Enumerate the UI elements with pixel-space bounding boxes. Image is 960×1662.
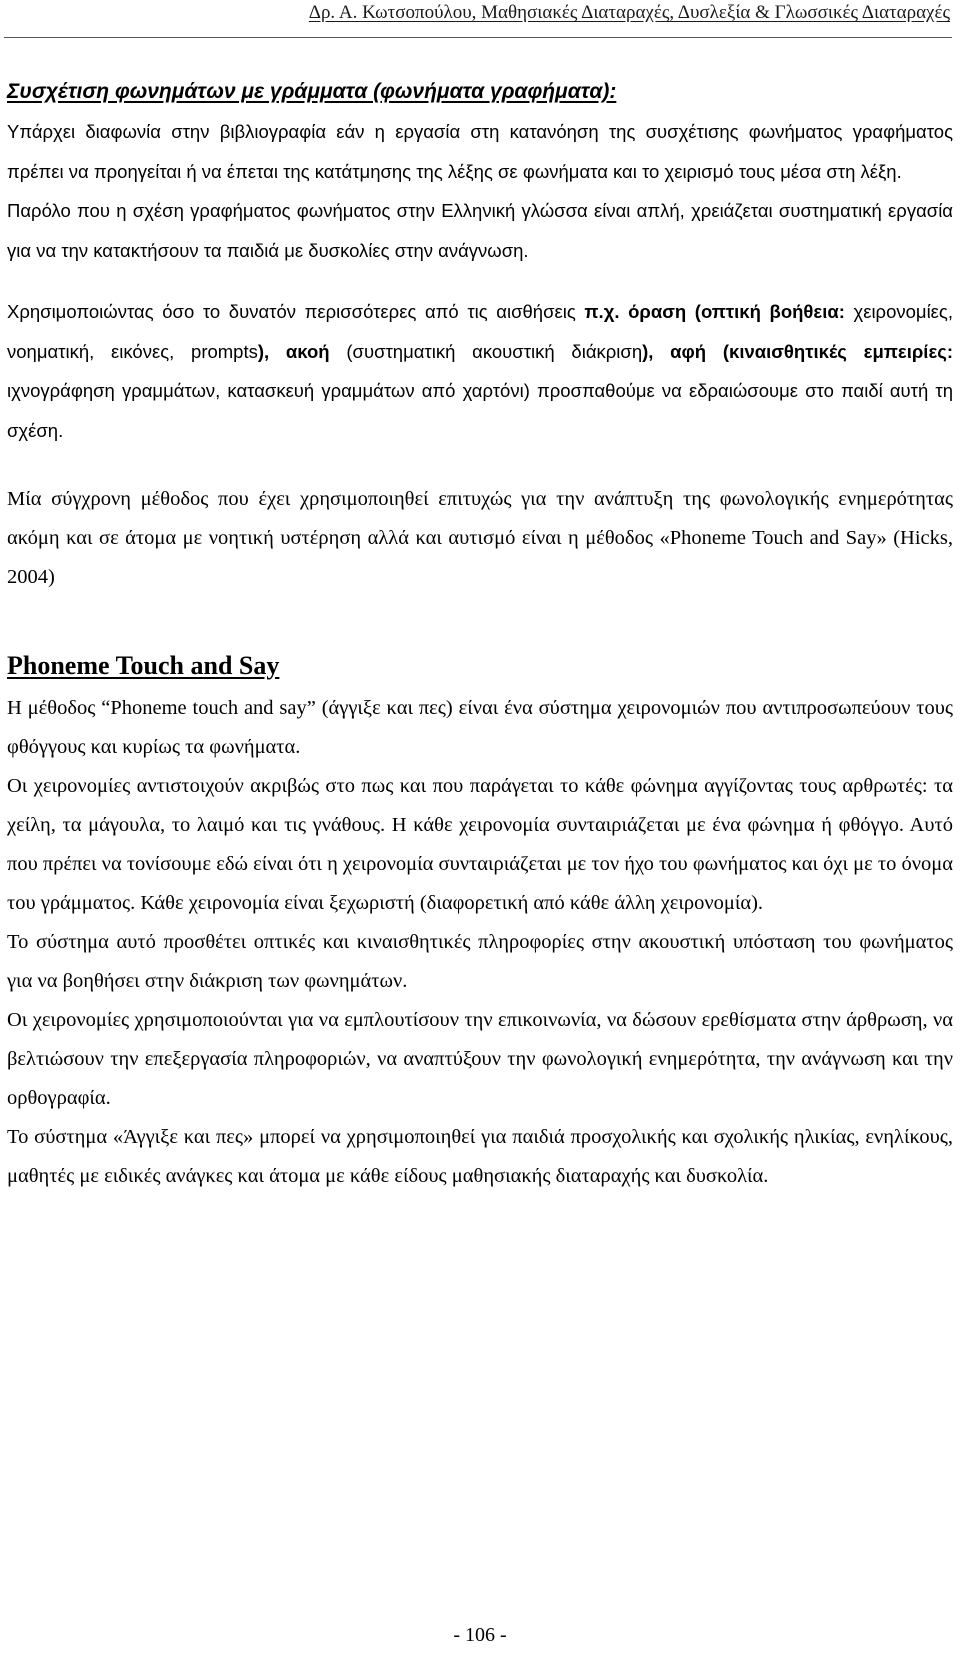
paragraph-disagreement: Υπάρχει διαφωνία στην βιβλιογραφία εάν η εργασία στη κατανόηση της συσχέτισης φωνήματος γραφήματος πρέπει να προηγείται ή να έπεται της κατάτμησης της λέξης σε φωνήματα και το χειρισμό τους μέσα στη λέξη.	[7, 121, 953, 182]
senses-text-1: Χρησιμοποιώντας όσο το δυνατόν περισσότερες από τις αισθήσεις	[7, 301, 585, 322]
page-number: - 106 -	[453, 1624, 507, 1646]
spacer	[7, 597, 953, 645]
paragraph-method-definition: Η μέθοδος “Phoneme touch and say” (άγγιξε και πες) είναι ένα σύστημα χειρονομιών που αντιπροσωπεύουν τους φθόγγους και κυρίως τα φωνήματα.	[7, 697, 953, 758]
spacer	[7, 450, 953, 480]
senses-bold-hearing: ), ακοή	[257, 340, 330, 362]
senses-bold-vision: π.χ. όραση (οπτική βοήθεια:	[584, 301, 845, 322]
paragraph-gestures: Οι χειρονομίες αντιστοιχούν ακριβώς στο πως και που παράγεται το κάθε φώνημα αγγίζοντας τους αρθρωτές: τα χείλη, τα μάγουλα, το λαιμό και τις γνάθους. Η κάθε χειρονομία συνταιριάζεται με ένα φώνημα ή φθόγγο. Αυτό που πρέπει να τονίσουμε εδώ είναι ότι η χειρονομία συνταιριάζεται με τον ήχο του φωνήματος και όχι με το όνομα του γράμματος. Κάθε χειρονομία είναι ξεχωριστή (διαφορετική από κάθε άλλη χειρονομία).	[7, 775, 953, 914]
paragraph-system-adds: Το σύστημα αυτό προσθέτει οπτικές και κιναισθητικές πληροφορίες στην ακουστική υπόσταση του φωνήματος για να βοηθήσει στην διάκριση των φωνημάτων.	[7, 931, 953, 992]
spacer	[7, 270, 953, 292]
paragraph-modern-method: Μία σύγχρονη μέθοδος που έχει χρησιμοποιηθεί επιτυχώς για την ανάπτυξη της φωνολογικής ενημερότητας ακόμη και σε άτομα με νοητική υστέρηση αλλά και αυτισμό είναι η μέθοδος «Phoneme Touch and Say» (Hicks, 2004)	[7, 488, 953, 588]
page-content	[7, 72, 953, 1196]
header-divider	[4, 37, 952, 38]
paragraph-gestures-uses: Οι χειρονομίες χρησιμοποιούνται για να εμπλουτίσουν την επικοινωνία, να δώσουν ερεθίσματα στην άρθρωση, να βελτιώσουν την επεξεργασία πληροφοριών, να αναπτύξουν την φωνολογική ενημερότητα, την ανάγνωση και την ορθογραφία.	[7, 1009, 953, 1109]
senses-text-3: (συστηματική ακουστική διάκριση	[329, 340, 643, 362]
senses-bold-touch: ), αφή (κιναισθητικές εμπειρίες:	[642, 340, 953, 362]
paragraph-greek-mapping: Παρόλο που η σχέση γραφήματος φωνήματος στην Ελληνική γλώσσα είναι απλή, χρειάζεται συστηματική εργασία για να την κατακτήσουν τα παιδιά με δυσκολίες στην ανάγνωση.	[7, 200, 953, 261]
subsection-title: Phoneme Touch and Say	[7, 651, 280, 680]
paragraph-target-groups: Το σύστημα «Άγγιξε και πες» μπορεί να χρησιμοποιηθεί για παιδιά προσχολικής και σχολικής ηλικίας, ενηλίκους, μαθητές με ειδικές ανάγκες και άτομα με κάθε είδους μαθησιακής διαταραχής και δυσκολία.	[7, 1126, 953, 1187]
senses-text-4: ιχνογράφηση γραμμάτων, κατασκευή γραμμάτων από χαρτόνι) προσπαθούμε να εδραιώσουμε στο παιδί αυτή τη σχέση.	[7, 380, 953, 441]
paragraph-senses	[7, 292, 953, 450]
section-title: Συσχέτιση φωνημάτων με γράμματα (φωνήματα γραφήματα):	[7, 80, 617, 103]
senses-text-2: χειρονομίες, νοηματική, εικόνες, prompts	[7, 301, 953, 362]
running-header: Δρ. Α. Κωτσοπούλου, Μαθησιακές Διαταραχές, Δυσλεξία & Γλωσσικές Διαταραχές	[308, 2, 950, 23]
